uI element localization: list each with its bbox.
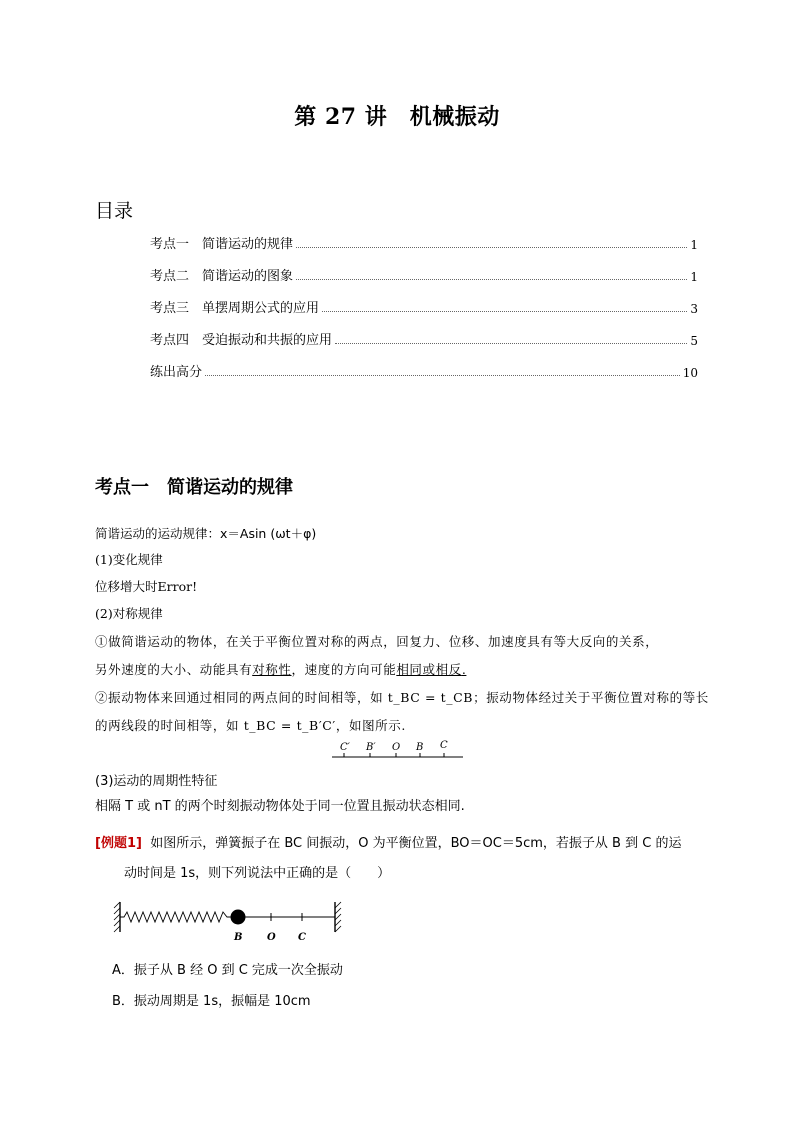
p2-title: (2)对称规律 [95, 606, 163, 621]
p2-a-line2: 另外速度的大小、动能具有对称性，速度的方向可能相同或相反. [95, 662, 467, 677]
toc-item-page: 1 [690, 270, 698, 284]
label-c: C [298, 932, 306, 943]
left-wall-hatch [114, 902, 120, 932]
equation-tbc-tbc-prime: t_BC = t_B′C′ [243, 718, 336, 733]
page-title: 第 27 讲 机械振动 [294, 104, 500, 130]
example-label: [例题1] [95, 836, 142, 851]
toc-item[interactable] [150, 234, 698, 252]
symmetry-points-diagram [330, 738, 465, 762]
toc-item-page: 1 [690, 238, 698, 252]
toc-leader [322, 311, 687, 312]
example-line1: [例题1] 如图所示，弹簧振子在 BC 间振动，O 为平衡位置，BO＝OC＝5cm，若振子从 B 到 C 的运 [95, 836, 682, 851]
spring [120, 912, 231, 922]
toc-item-page: 10 [682, 366, 698, 380]
option-a[interactable]: A．振子从 B 经 O 到 C 完成一次全振动 [112, 963, 343, 978]
right-wall-hatch [335, 902, 341, 932]
toc-heading: 目录 [95, 200, 134, 222]
label-c: C [440, 740, 448, 751]
label-b: B [416, 742, 424, 753]
toc-item[interactable] [150, 330, 698, 348]
underlined-direction: 相同或相反 [396, 662, 462, 677]
toc-item[interactable] [150, 266, 698, 284]
toc-leader [296, 247, 687, 248]
equation-tbc-tcb: t_BC = t_CB [387, 690, 474, 705]
label-o: O [392, 742, 401, 753]
toc-leader [296, 279, 687, 280]
label-b-prime: B′ [366, 742, 376, 753]
p3-text: 相隔 T 或 nT 的两个时刻振动物体处于同一位置且振动状态相同. [95, 799, 465, 814]
p1-title: (1)变化规律 [95, 552, 163, 567]
toc-item-label: 练出高分 [150, 365, 203, 380]
toc-item-label: 考点三 单摆周期公式的应用 [150, 301, 320, 316]
label-b: B [234, 932, 243, 943]
toc-leader [335, 343, 687, 344]
toc-item-label: 考点四 受迫振动和共振的应用 [150, 333, 333, 348]
spring-oscillator-diagram [112, 898, 346, 944]
intro-formula: 简谐运动的运动规律：x＝Asin (ωt＋φ) [95, 526, 317, 541]
toc-item[interactable] [150, 298, 698, 316]
label-o: O [267, 932, 276, 943]
p3-title: (3)运动的周期性特征 [95, 774, 218, 789]
toc-item-label: 考点二 简谐运动的图象 [150, 269, 294, 284]
toc-leader [205, 375, 680, 376]
p2-b-line2: 的两线段的时间相等，如 t_BC = t_B′C′，如图所示. [95, 718, 406, 733]
p2-b-line1: ②振动物体来回通过相同的两点间的时间相等，如 t_BC = t_CB；振动物体经过关于平衡位置对称的等长 [95, 690, 709, 705]
underlined-symmetry: 对称性 [252, 662, 292, 677]
example-line2: 动时间是 1s，则下列说法中正确的是（ ） [124, 866, 391, 881]
toc-item[interactable] [150, 362, 698, 380]
toc-item-page: 3 [690, 302, 698, 316]
oscillator-ball [231, 910, 246, 925]
option-b[interactable]: B．振动周期是 1s，振幅是 10cm [112, 994, 311, 1009]
section-heading: 考点一 简谐运动的规律 [95, 477, 293, 498]
p1-text: 位移增大时Error! [95, 579, 198, 594]
toc-item-label: 考点一 简谐运动的规律 [150, 237, 294, 252]
toc-item-page: 5 [690, 334, 698, 348]
p2-a-line1: ①做简谐运动的物体，在关于平衡位置对称的两点，回复力、位移、加速度具有等大反向的关系， [95, 634, 659, 649]
label-c-prime: C′ [340, 742, 350, 753]
